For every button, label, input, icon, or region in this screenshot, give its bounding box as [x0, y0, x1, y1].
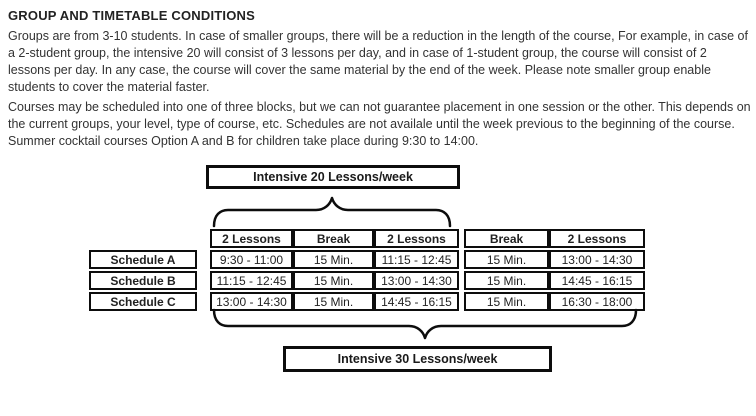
- intensive-20-label-box: [206, 165, 460, 189]
- page-title: GROUP AND TIMETABLE CONDITIONS: [8, 8, 255, 23]
- intensive-30-label: Intensive 30 Lessons/week: [337, 352, 498, 366]
- time-cell: 11:15 - 12:45: [210, 271, 293, 290]
- column-header: 2 Lessons: [210, 229, 293, 248]
- bottom-brace-graphic: [212, 307, 638, 341]
- schedule-header-spacer: [89, 229, 197, 248]
- schedule-b-label: Schedule B: [89, 271, 197, 290]
- break-cell: 15 Min.: [293, 271, 374, 290]
- column-header: Break: [293, 229, 374, 248]
- break-cell: 15 Min.: [464, 250, 549, 269]
- column-header: 2 Lessons: [374, 229, 459, 248]
- timetable-intensive-20: [210, 227, 459, 313]
- time-cell: 14:45 - 16:15: [549, 271, 645, 290]
- paragraph-course-blocks: Courses may be scheduled into one of three blocks, but we can not guarantee placement in one session or the other. This depends on the current groups, your level, type of course, etc. Schedules are not availale until the week previous to the beginning of the course. Summer cocktail courses Option A and B for children take place during 9:30 to 14:00.: [8, 100, 751, 148]
- column-header: 2 Lessons: [549, 229, 645, 248]
- timetable-intensive-30-extension: [464, 227, 645, 313]
- break-cell: 15 Min.: [293, 250, 374, 269]
- schedule-c-label: Schedule C: [89, 292, 197, 311]
- top-brace-graphic: [212, 195, 452, 229]
- time-cell: 9:30 - 11:00: [210, 250, 293, 269]
- time-cell: 13:00 - 14:30: [549, 250, 645, 269]
- paragraph-group-conditions: Groups are from 3-10 students. In case of smaller groups, there will be a reduction in the length of the course, For example, in case of a 2-student group, the intensive 20 will consist of 3 lessons per day, and in case of 1-student group, the course will consist of 2 lessons per day. In any case, the course will cover the same material by the end of the week. Please note smaller group enable students to cover the material faster.: [8, 29, 748, 94]
- break-cell: 15 Min.: [464, 292, 549, 311]
- break-cell: 15 Min.: [464, 271, 549, 290]
- schedule-a-label: Schedule A: [89, 250, 197, 269]
- time-cell: 14:45 - 16:15: [374, 292, 459, 311]
- schedule-label-column: [89, 229, 197, 311]
- time-cell: 11:15 - 12:45: [374, 250, 459, 269]
- time-cell: 13:00 - 14:30: [210, 292, 293, 311]
- break-cell: 15 Min.: [293, 292, 374, 311]
- column-header: Break: [464, 229, 549, 248]
- intensive-30-label-box: [283, 346, 552, 372]
- time-cell: 13:00 - 14:30: [374, 271, 459, 290]
- time-cell: 16:30 - 18:00: [549, 292, 645, 311]
- intensive-20-label: Intensive 20 Lessons/week: [253, 170, 413, 184]
